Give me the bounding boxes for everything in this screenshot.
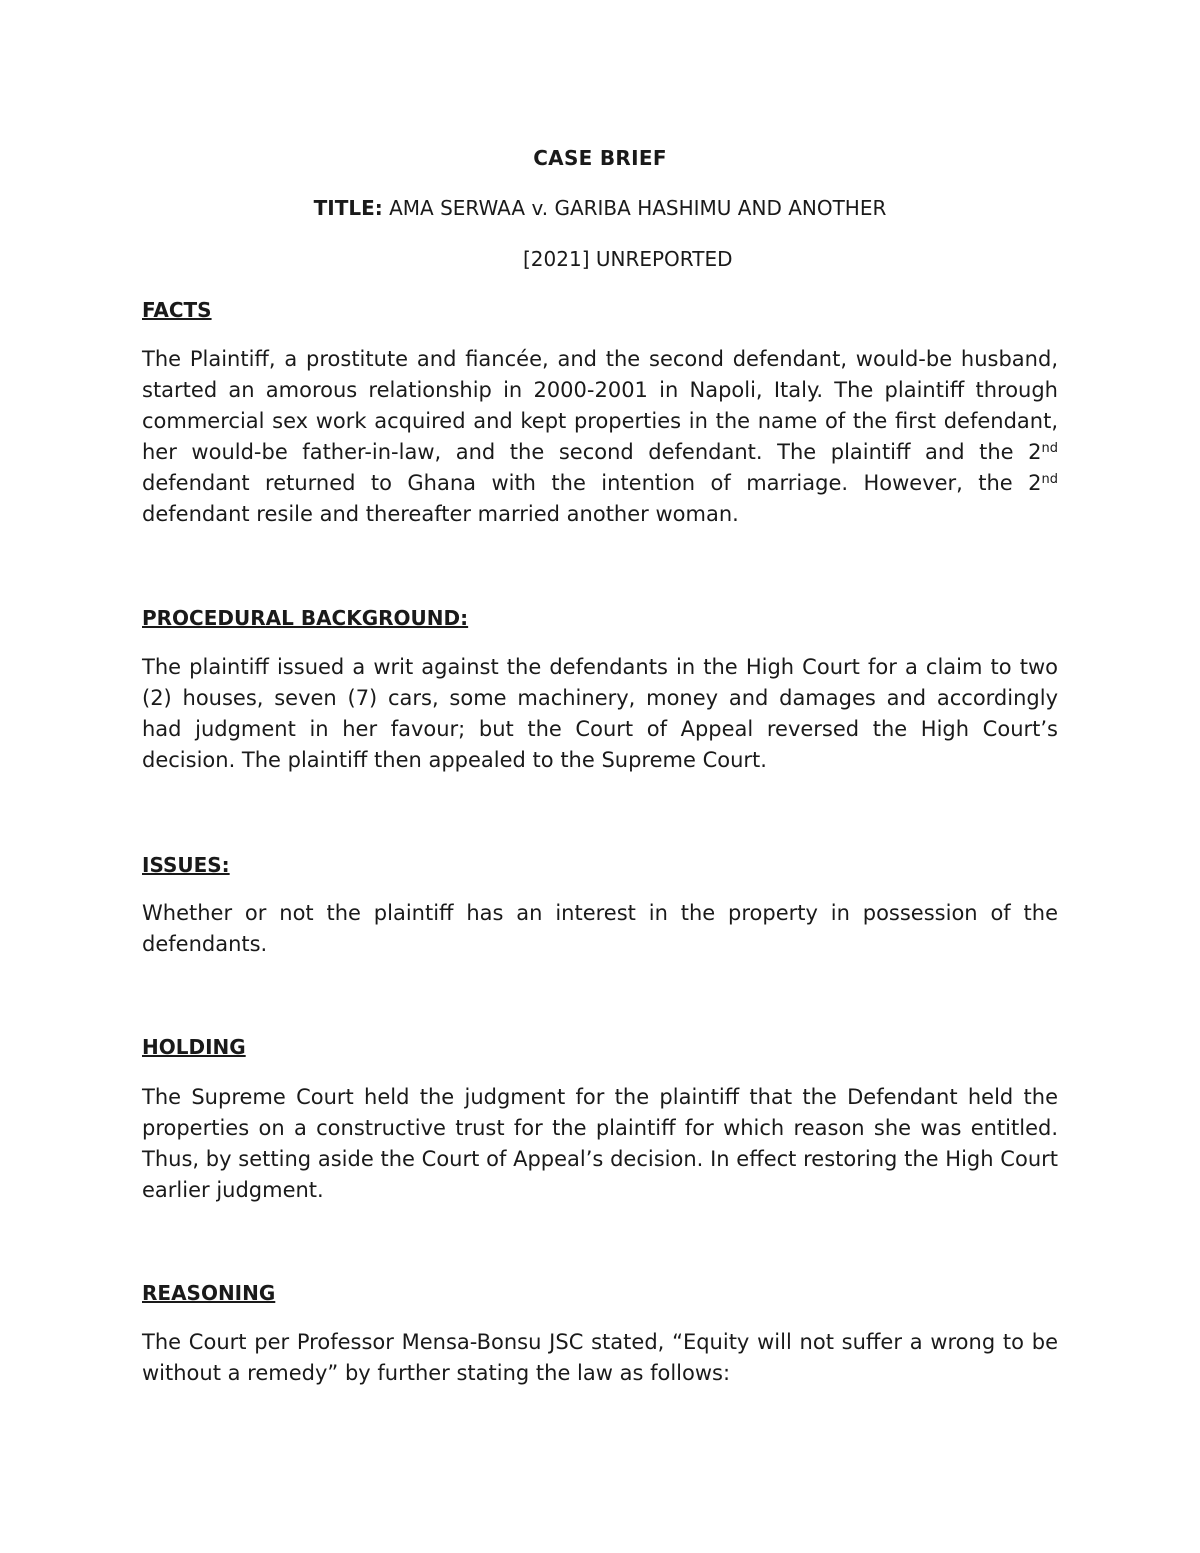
facts-heading: FACTS	[142, 298, 212, 322]
facts-ordinal-2: nd	[1041, 472, 1058, 487]
facts-text-part1: The Plaintiff, a prostitute and fiancée, and the second defendant, would-be husband, started an amorous relationship in 2000-2001 in Napoli, Italy. The plaintiff through commercial sex work acquired and kept properties in the name of the first defendant, her would-be father-in-law, and the second defendant. The plaintiff and the 2	[142, 347, 1058, 464]
case-title	[0, 196, 1200, 220]
case-title-text: AMA SERWAA v. GARIBA HASHIMU AND ANOTHER	[382, 196, 887, 220]
facts-text-part3: defendant resile and thereafter married another woman.	[142, 502, 739, 526]
procedural-background-heading: PROCEDURAL BACKGROUND:	[142, 606, 469, 630]
issues-paragraph: Whether or not the plaintiff has an interest in the property in possession of the defendants.	[142, 901, 1058, 956]
facts-text-part2: defendant returned to Ghana with the intention of marriage. However, the 2	[142, 471, 1042, 495]
holding-paragraph: The Supreme Court held the judgment for the plaintiff that the Defendant held the properties on a constructive trust for the plaintiff for which reason she was entitled. Thus, by setting aside the Court of Appeal’s decision. In effect restoring the High Court earlier judgment.	[142, 1085, 1058, 1202]
document-title: CASE BRIEF	[533, 146, 667, 170]
procedural-background-paragraph: The plaintiff issued a writ against the defendants in the High Court for a claim to two (2) houses, seven (7) cars, some machinery, money and damages and accordingly had judgment in her favour; but the Court of Appeal reversed the High Court’s decision. The plaintiff then appealed to the Supreme Court.	[142, 655, 1058, 772]
reasoning-heading: REASONING	[142, 1281, 276, 1305]
issues-heading: ISSUES:	[142, 853, 230, 877]
reasoning-paragraph: The Court per Professor Mensa-Bonsu JSC stated, “Equity will not suffer a wrong to be without a remedy” by further stating the law as follows:	[142, 1330, 1058, 1385]
case-citation: [2021] UNREPORTED	[523, 247, 733, 271]
facts-paragraph	[142, 344, 1058, 530]
holding-heading: HOLDING	[142, 1035, 246, 1059]
case-title-label: TITLE:	[313, 196, 383, 220]
facts-ordinal-1: nd	[1041, 441, 1058, 456]
